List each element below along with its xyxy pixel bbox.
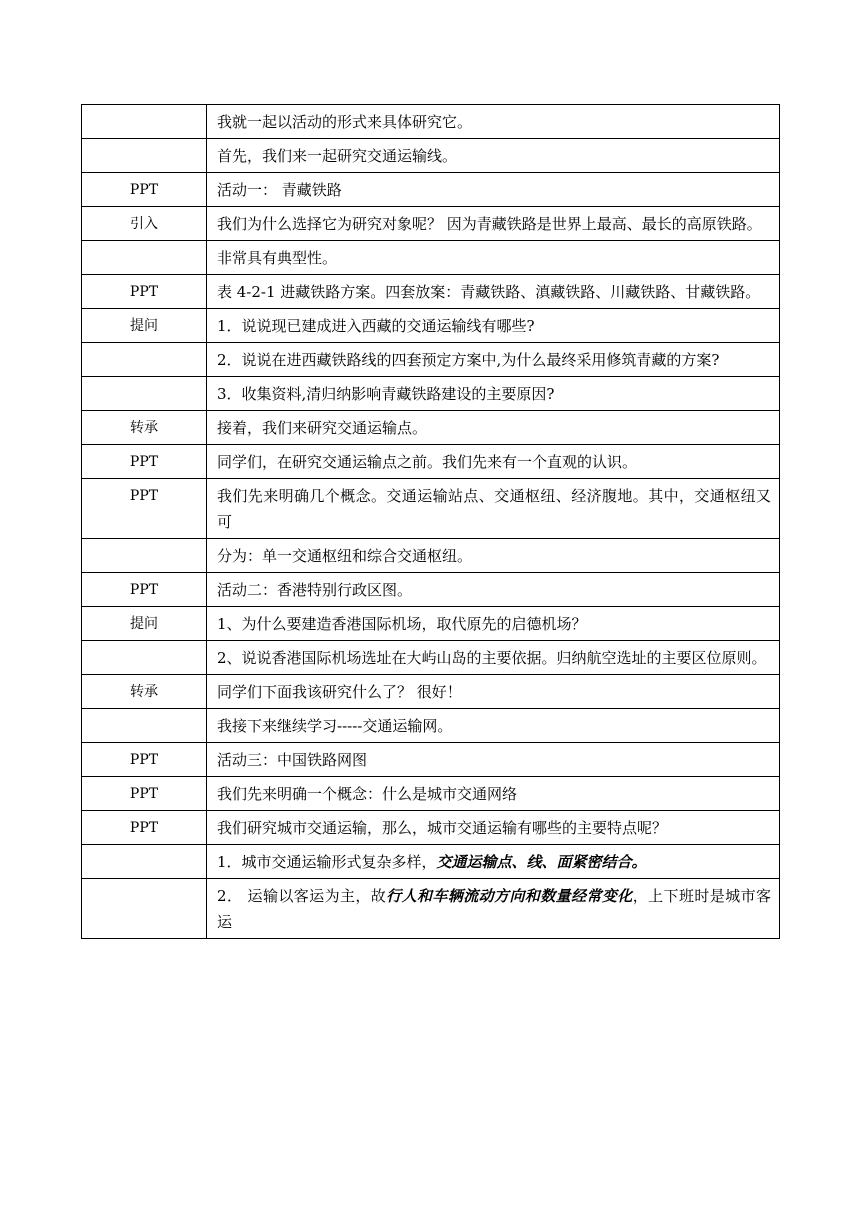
table-row <box>82 173 780 207</box>
row-label: PPT <box>82 173 207 207</box>
row-text: 1、为什么要建造香港国际机场，取代原先的启德机场？ <box>207 607 780 641</box>
table-row <box>82 105 780 139</box>
emphasized-text: 行人和车辆流动方向和数量经常变化 <box>386 887 633 905</box>
table-row <box>82 377 780 411</box>
table-row <box>82 573 780 607</box>
row-label: 提问 <box>82 309 207 343</box>
row-label <box>82 879 207 939</box>
row-label <box>82 377 207 411</box>
row-text-plain: 2． 运输以客运为主，故 <box>217 887 387 905</box>
table-row <box>82 343 780 377</box>
table-row <box>82 207 780 241</box>
row-label: PPT <box>82 811 207 845</box>
table-row <box>82 139 780 173</box>
row-text: 同学们，在研究交通运输点之前。我们先来有一个直观的认识。 <box>207 445 780 479</box>
row-label: 转承 <box>82 411 207 445</box>
row-text: 首先，我们来一起研究交通运输线。 <box>207 139 780 173</box>
row-text: 接着，我们来研究交通运输点。 <box>207 411 780 445</box>
row-label: 提问 <box>82 607 207 641</box>
row-text: 3．收集资料,清归纳影响青藏铁路建设的主要原因? <box>207 377 780 411</box>
row-label <box>82 539 207 573</box>
table-row <box>82 641 780 675</box>
table-row <box>82 879 780 939</box>
table-row <box>82 811 780 845</box>
row-text: 非常具有典型性。 <box>207 241 780 275</box>
row-text: 我们为什么选择它为研究对象呢？ 因为青藏铁路是世界上最高、最长的高原铁路。 <box>207 207 780 241</box>
row-label: PPT <box>82 743 207 777</box>
table-row <box>82 539 780 573</box>
row-label: PPT <box>82 445 207 479</box>
lesson-plan-table <box>81 104 780 939</box>
row-text: 表 4-2-1 进藏铁路方案。四套放案：青藏铁路、滇藏铁路、川藏铁路、甘藏铁路。 <box>207 275 780 309</box>
emphasized-text: 交通运输点、线、面紧密结合。 <box>436 853 647 871</box>
row-text: 我们先来明确几个概念。交通运输站点、交通枢纽、经济腹地。其中，交通枢纽又可 <box>207 479 780 539</box>
row-label <box>82 139 207 173</box>
table-row <box>82 777 780 811</box>
row-text <box>207 879 780 939</box>
row-text: 活动二：香港特别行政区图。 <box>207 573 780 607</box>
row-text: 同学们下面我该研究什么了？ 很好！ <box>207 675 780 709</box>
row-text: 我就一起以活动的形式来具体研究它。 <box>207 105 780 139</box>
row-text: 活动三：中国铁路网图 <box>207 743 780 777</box>
row-label <box>82 845 207 879</box>
table-row <box>82 845 780 879</box>
row-text-plain: 1．城市交通运输形式复杂多样， <box>217 853 437 871</box>
row-label <box>82 343 207 377</box>
table-row <box>82 607 780 641</box>
row-text: 1．说说现已建成进入西藏的交通运输线有哪些? <box>207 309 780 343</box>
row-label: PPT <box>82 479 207 539</box>
row-text: 活动一： 青藏铁路 <box>207 173 780 207</box>
row-label: PPT <box>82 777 207 811</box>
row-text: 我们先来明确一个概念：什么是城市交通网络 <box>207 777 780 811</box>
row-text: 我们研究城市交通运输，那么，城市交通运输有哪些的主要特点呢？ <box>207 811 780 845</box>
table-row <box>82 275 780 309</box>
row-text: 2．说说在进西藏铁路线的四套预定方案中,为什么最终采用修筑青藏的方案? <box>207 343 780 377</box>
row-label: PPT <box>82 275 207 309</box>
table-row <box>82 675 780 709</box>
row-text <box>207 845 780 879</box>
row-label: 引入 <box>82 207 207 241</box>
row-label <box>82 641 207 675</box>
row-text-plain: ，上下班时是城市客运 <box>217 887 771 931</box>
table-row <box>82 445 780 479</box>
table-row <box>82 241 780 275</box>
table-row <box>82 743 780 777</box>
table-row <box>82 479 780 539</box>
table-row <box>82 709 780 743</box>
row-text: 分为：单一交通枢纽和综合交通枢纽。 <box>207 539 780 573</box>
row-label <box>82 709 207 743</box>
row-label <box>82 241 207 275</box>
row-label <box>82 105 207 139</box>
table-row <box>82 411 780 445</box>
row-label: 转承 <box>82 675 207 709</box>
row-text: 我接下来继续学习-----交通运输网。 <box>207 709 780 743</box>
table-row <box>82 309 780 343</box>
row-label: PPT <box>82 573 207 607</box>
row-text: 2、说说香港国际机场选址在大屿山岛的主要依据。归纳航空选址的主要区位原则。 <box>207 641 780 675</box>
